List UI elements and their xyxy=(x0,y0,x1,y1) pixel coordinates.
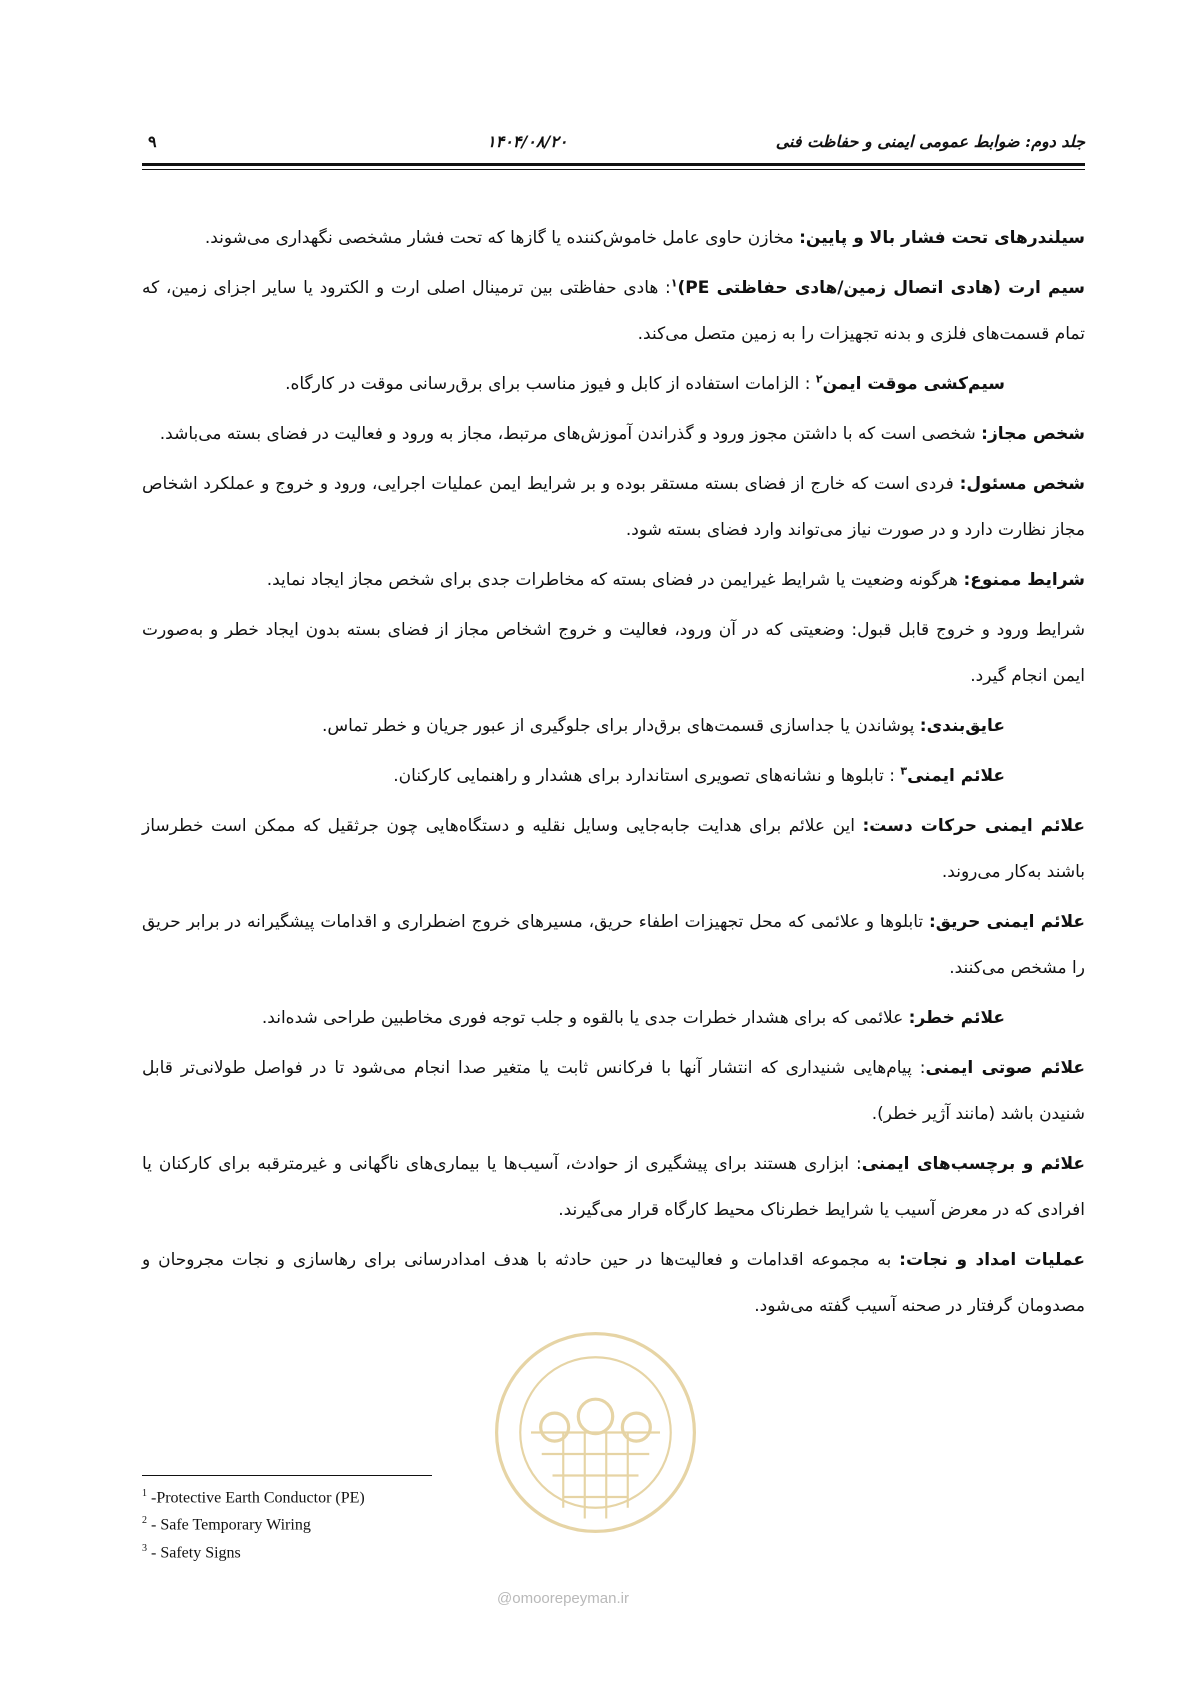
page-header xyxy=(142,126,1085,162)
definition-term: شخص مسئول: xyxy=(959,474,1085,494)
definition-paragraph xyxy=(142,1141,1085,1233)
definition-term: سیلندرهای تحت فشار بالا و پایین: xyxy=(799,228,1085,248)
definition-text: تابلوها و علائمی که محل تجهیزات اطفاء حریق، مسیرهای خروج اضطراری و اقدامات پیشگیرانه در برابر حریق را مشخص می‌کنند. xyxy=(142,912,1085,978)
watermark-url: @omoorepeyman.ir xyxy=(497,1590,629,1607)
definition-text: فردی است که خارج از فضای بسته مستقر بوده و بر شرایط ایمن عملیات اجرایی، ورود و خروج و عملکرد اشخاص مجاز نظارت دارد و در صورت نیاز می‌تواند وارد فضای بسته شود. xyxy=(142,474,1085,540)
logo-left-gear-icon xyxy=(541,1413,569,1441)
definition-paragraph xyxy=(142,557,1085,603)
definition-text: مخازن حاوی عامل خاموش‌کننده یا گازها که تحت فشار مشخصی نگهداری می‌شوند. xyxy=(204,228,800,248)
footnote-number: 1 xyxy=(142,1488,147,1499)
footnote-item xyxy=(142,1537,592,1564)
definition-text: این علائم برای هدایت جابه‌جایی وسایل نقلیه و دستگاه‌هایی چون جرثقیل که ممکن است خطرساز باشند به‌کار می‌روند. xyxy=(142,816,1085,882)
definition-text: پوشاندن یا جداسازی قسمت‌های برق‌دار برای جلوگیری از عبور جریان و خطر تماس. xyxy=(321,716,920,736)
definition-text: شرایط ورود و خروج قابل قبول: وضعیتی که در آن ورود، فعالیت و خروج اشخاص مجاز از فضای بسته بدون ایجاد خطر و به‌صورت ایمن انجام گیرد. xyxy=(142,620,1085,686)
definition-text: : پیام‌هایی شنیداری که انتشار آنها با فرکانس ثابت یا متغیر صدا انجام می‌شود تا در فواصل طولانی‌تر قابل شنیدن باشد (مانند آژیر خطر). xyxy=(142,1058,1085,1124)
logo-right-gear-icon xyxy=(622,1413,650,1441)
definition-term: علائم صوتی ایمنی xyxy=(925,1058,1085,1078)
definition-term: شخص مجاز: xyxy=(981,424,1085,444)
footnote-ref[interactable]: ۲ xyxy=(815,372,823,386)
footnotes xyxy=(142,1482,592,1564)
footnote-item xyxy=(142,1509,592,1536)
definition-text: : الزامات استفاده از کابل و فیوز مناسب برای برق‌رسانی موقت در کارگاه. xyxy=(285,374,816,394)
header-rule-thick xyxy=(142,163,1085,166)
definition-text: : تابلوها و نشانه‌های تصویری استاندارد برای هشدار و راهنمایی کارکنان. xyxy=(393,766,901,786)
definition-paragraph xyxy=(142,753,1085,799)
definition-paragraph xyxy=(142,703,1085,749)
definition-term: علائم خطر: xyxy=(908,1008,1005,1028)
definition-text: : ابزاری هستند برای پیشگیری از حوادث، آسیب‌ها یا بیماری‌های ناگهانی و غیرمترقبه برای کارکنان یا افرادی که در معرض آسیب یا شرایط خطرناک محیط کارگاه قرار می‌گیرند. xyxy=(142,1154,1085,1220)
definition-paragraph xyxy=(142,411,1085,457)
document-date: ۱۴۰۴/۰۸/۲۰ xyxy=(487,132,568,151)
definition-paragraph xyxy=(142,461,1085,553)
definition-term: علائم و برچسب‌های ایمنی xyxy=(861,1154,1086,1174)
footnote-ref[interactable]: ۱ xyxy=(670,276,678,290)
definition-paragraph xyxy=(142,803,1085,895)
definition-term: عایق‌بندی: xyxy=(919,716,1005,736)
footnote-text: - Safety Signs xyxy=(147,1543,241,1561)
definition-text: : هادی حفاظتی بین ترمینال اصلی ارت و الکترود یا سایر اجزای زمین، که تمام قسمت‌های فلزی و بدنه تجهیزات را به زمین متصل می‌کند. xyxy=(142,278,1085,344)
definition-paragraph xyxy=(142,215,1085,261)
footnote-item xyxy=(142,1482,592,1509)
definition-term: علائم ایمنی حرکات دست: xyxy=(862,816,1085,836)
footnote-text: -Protective Earth Conductor (PE) xyxy=(147,1489,365,1507)
footnote-text: - Safe Temporary Wiring xyxy=(147,1516,311,1534)
definition-paragraph xyxy=(142,1045,1085,1137)
footnote-number: 3 xyxy=(142,1542,147,1554)
definition-paragraph xyxy=(142,607,1085,699)
definition-paragraph xyxy=(142,361,1085,407)
definition-term: شرایط ممنوع: xyxy=(963,570,1085,590)
definition-text: هرگونه وضعیت یا شرایط غیرایمن در فضای بسته که مخاطرات جدی برای شخص مجاز ایجاد نماید. xyxy=(266,570,964,590)
footnote-ref[interactable]: ۳ xyxy=(900,764,908,778)
page-number: ۹ xyxy=(148,132,157,151)
definition-text: به مجموعه اقدامات و فعالیت‌ها در حین حادثه با هدف امدادرسانی برای رهاسازی و نجات مجروحان و مصدومان گرفتار در صحنه آسیب گفته می‌شود. xyxy=(142,1250,1085,1316)
definition-term: سیم ارت (هادی اتصال زمین/هادی حفاظتی PE) xyxy=(677,278,1085,298)
definition-paragraph xyxy=(142,1237,1085,1329)
definition-term: سیم‌کشی موقت ایمن xyxy=(822,374,1005,394)
header-rule-thin xyxy=(142,169,1085,170)
footnote-number: 2 xyxy=(142,1515,147,1527)
definition-term: علائم ایمنی xyxy=(907,766,1005,786)
logo-center-gear-icon xyxy=(578,1399,612,1433)
definition-paragraph xyxy=(142,899,1085,991)
definition-term: علائم ایمنی حریق: xyxy=(928,912,1086,932)
definition-text: علائمی که برای هشدار خطرات جدی یا بالقوه و جلب توجه فوری مخاطبین طراحی شده‌اند. xyxy=(261,1008,909,1028)
definitions-body xyxy=(142,215,1085,1333)
footnote-separator xyxy=(142,1475,432,1476)
definition-paragraph xyxy=(142,265,1085,357)
definition-text: شخصی است که با داشتن مجوز ورود و گذراندن آموزش‌های مرتبط، مجاز به ورود و فعالیت در فضای بسته می‌باشد. xyxy=(159,424,982,444)
document-title: جلد دوم: ضوابط عمومی ایمنی و حفاظت فنی xyxy=(775,132,1085,151)
definition-paragraph xyxy=(142,995,1085,1041)
definition-term: عملیات امداد و نجات: xyxy=(899,1250,1085,1270)
